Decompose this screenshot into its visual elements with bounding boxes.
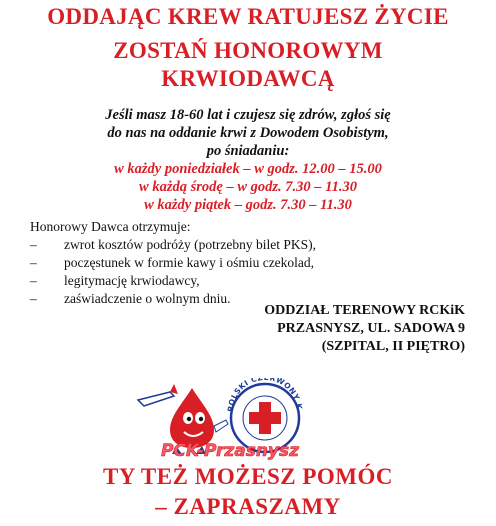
schedule-friday: w każdy piątek – godz. 7.30 – 11.30 [144,197,352,213]
list-dash: – [30,291,37,306]
logo-ring-text: POLSKI C RWONY K [225,378,305,413]
footer-line-1: TY TEŻ MOŻESZ POMÓC [102,464,393,489]
headline-line-3: KRWIODAWCĄ [161,66,335,91]
list-item [30,254,350,272]
list-item [30,272,350,290]
address-line-1: ODDZIAŁ TERENOWY RCKiK [264,303,465,318]
benefits-lead: Honorowy Dawca otrzymuje: [30,219,191,234]
list-item [30,236,350,254]
headline-line-2: ZOSTAŃ HONOROWYM [113,38,383,63]
benefits-list [30,236,350,308]
headline-line-1: ODDAJĄC KREW RATUJESZ ŻYCIE [47,4,449,29]
pck-logo-graphic [130,378,330,460]
logo-caption: PCK-Przasnysz [160,441,300,460]
address-line-2: PRZASNYSZ, UL. SADOWA 9 [277,321,465,336]
donor-benefits [30,218,350,308]
list-dash: – [30,273,37,288]
intro-line-1: Jeśli masz 18-60 lat i czujesz się zdrów, zgłoś się [105,107,391,123]
schedule-wednesday: w każdą środę – w godz. 7.30 – 11.30 [139,179,357,195]
benefit-text: zwrot kosztów podróży (potrzebny bilet PKS), [64,237,316,252]
address-line-3: (SZPITAL, II PIĘTRO) [321,339,465,354]
intro-line-3: po śniadaniu: [206,143,290,159]
intro-line-2: do nas na oddanie krwi z Dowodem Osobistym, [107,125,389,141]
schedule-monday: w każdy poniedziałek – w godz. 12.00 – 15.00 [114,161,382,177]
footer-line-2: – ZAPRASZAMY [155,494,341,519]
branch-address [205,302,465,356]
pck-logo [130,378,330,460]
list-dash: – [30,255,37,270]
donation-intro [0,106,496,214]
benefit-text: zaświadczenie o wolnym dniu. [64,291,231,306]
list-dash: – [30,237,37,252]
benefit-text: legitymację krwiodawcy, [64,273,200,288]
benefit-text: poczęstunek w formie kawy i ośmiu czekolad, [64,255,315,270]
